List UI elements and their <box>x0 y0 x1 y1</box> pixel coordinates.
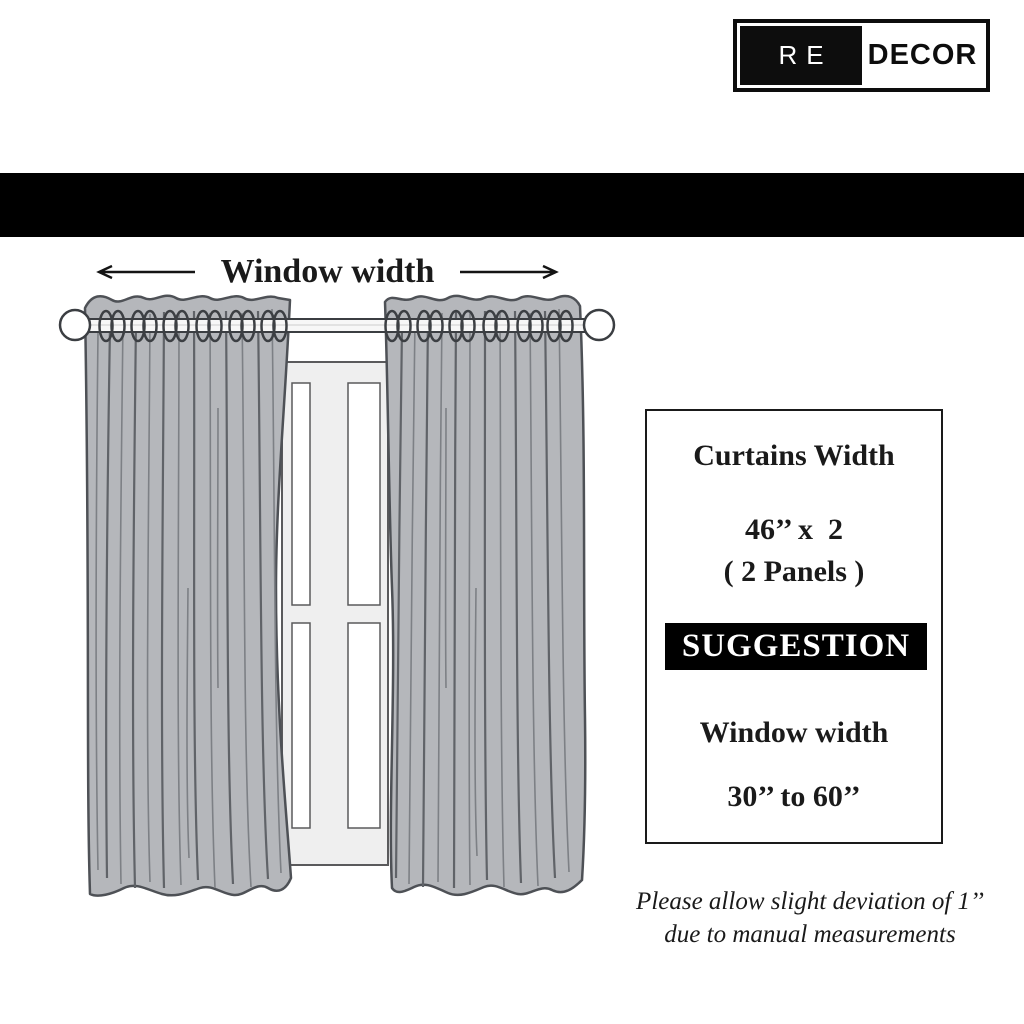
window-pane <box>348 383 380 605</box>
curtains-width-title: Curtains Width <box>693 439 895 472</box>
measurement-info-box <box>645 409 943 844</box>
window-pane <box>348 623 380 828</box>
window-width-title: Window width <box>699 716 889 749</box>
suggestion-badge: SUGGESTION <box>665 623 927 670</box>
curtain-window-illustration <box>40 288 620 920</box>
right-curtain-panel <box>385 296 585 895</box>
rod-finial-left <box>60 310 90 340</box>
rod-finial-right <box>584 310 614 340</box>
window-width-label: Window width <box>220 253 435 290</box>
deviation-footnote-line2: due to manual measurements <box>664 921 956 948</box>
window-width-range: 30’’ to 60’’ <box>727 780 861 813</box>
panels-count: ( 2 Panels ) <box>723 555 865 588</box>
deviation-footnote-line1: Please allow slight deviation of 1’’ <box>636 888 984 915</box>
deviation-footnote <box>600 885 1020 951</box>
window-pane <box>292 623 310 828</box>
right-arrow-icon <box>460 263 560 281</box>
brand-logo-re: RE <box>740 26 862 85</box>
left-arrow-icon <box>95 263 195 281</box>
window-pane <box>292 383 310 605</box>
curtains-size-value: 46’’ x 2 <box>744 513 844 546</box>
brand-logo <box>733 19 990 92</box>
brand-logo-decor: DECOR <box>867 39 978 71</box>
left-curtain-panel <box>85 296 291 896</box>
black-banner <box>0 173 1024 237</box>
window-frame <box>282 362 388 865</box>
